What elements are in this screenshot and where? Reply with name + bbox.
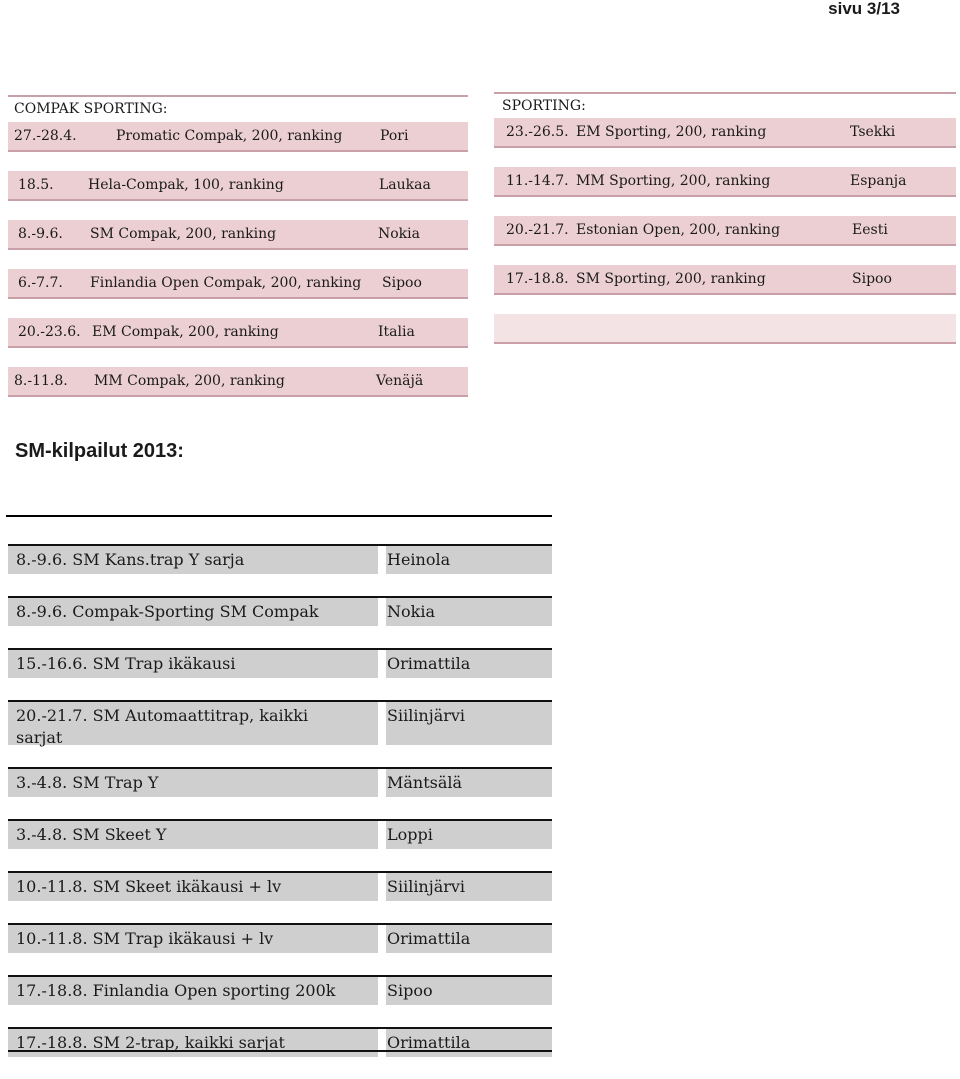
row-event: 3.-4.8. SM Skeet Y — [16, 825, 167, 844]
row-date: 18.5. — [18, 177, 54, 193]
row-event: 17.-18.8. Finlandia Open sporting 200k — [16, 981, 336, 1000]
table-row — [8, 819, 552, 849]
row-event: 15.-16.6. SM Trap ikäkausi — [16, 654, 236, 673]
row-place: Heinola — [387, 550, 451, 569]
row-event: SM Compak, 200, ranking — [90, 226, 277, 242]
sm-section-title: SM-kilpailut 2013: — [15, 440, 184, 462]
sporting-row — [494, 118, 956, 148]
table-row — [8, 767, 552, 797]
compak-sporting-section — [8, 95, 468, 397]
divider — [8, 1050, 552, 1052]
row-place: Sipoo — [387, 981, 433, 1000]
divider — [6, 515, 552, 517]
row-date: 27.-28.4. — [14, 128, 77, 144]
row-place: Loppi — [387, 825, 433, 844]
table-row — [8, 596, 552, 626]
row-event: SM Sporting, 200, ranking — [576, 271, 766, 287]
row-place: Siilinjärvi — [387, 706, 466, 725]
row-event: 17.-18.8. SM 2-trap, kaikki sarjat — [16, 1033, 285, 1052]
compak-row — [8, 318, 468, 348]
compak-section-title: COMPAK SPORTING: — [8, 95, 468, 117]
row-place: Mäntsälä — [387, 773, 463, 792]
row-event: EM Sporting, 200, ranking — [576, 124, 767, 140]
row-event: 8.-9.6. Compak-Sporting SM Compak — [16, 602, 319, 621]
row-place: Orimattila — [387, 1033, 471, 1052]
row-date: 20.-23.6. — [18, 324, 81, 340]
column-gap — [378, 546, 386, 574]
column-gap — [378, 925, 386, 953]
table-row — [8, 1027, 552, 1057]
sporting-row — [494, 265, 956, 295]
table-row — [8, 700, 552, 745]
row-place: Pori — [380, 128, 409, 144]
row-date: 11.-14.7. — [506, 173, 569, 189]
row-place: Nokia — [378, 226, 420, 242]
sporting-section-title: SPORTING: — [494, 92, 956, 114]
table-row — [8, 923, 552, 953]
row-date: 20.-21.7. — [506, 222, 569, 238]
table-row — [8, 975, 552, 1005]
row-date: 6.-7.7. — [18, 275, 63, 291]
table-row — [8, 871, 552, 901]
row-event: Finlandia Open Compak, 200, ranking — [90, 275, 362, 291]
row-place: Orimattila — [387, 654, 471, 673]
column-gap — [378, 650, 386, 678]
table-row — [8, 648, 552, 678]
page-number: sivu 3/13 — [828, 0, 900, 18]
row-place: Siilinjärvi — [387, 877, 466, 896]
row-event: MM Compak, 200, ranking — [94, 373, 285, 389]
row-place: Tsekki — [850, 124, 896, 140]
row-place: Espanja — [850, 173, 907, 189]
compak-row — [8, 220, 468, 250]
row-date: 8.-9.6. — [18, 226, 63, 242]
row-place: Nokia — [387, 602, 435, 621]
compak-row — [8, 171, 468, 201]
column-gap — [378, 977, 386, 1005]
sm-table — [8, 544, 552, 1079]
sporting-empty-row — [494, 314, 956, 344]
row-place: Orimattila — [387, 929, 471, 948]
row-place: Venäjä — [376, 373, 424, 389]
row-place: Eesti — [852, 222, 888, 238]
table-row — [8, 544, 552, 574]
row-event: Hela-Compak, 100, ranking — [88, 177, 284, 193]
sporting-row — [494, 216, 956, 246]
column-gap — [378, 702, 386, 745]
row-event: 8.-9.6. SM Kans.trap Y sarja — [16, 550, 245, 569]
row-event: 10.-11.8. SM Trap ikäkausi + lv — [16, 929, 274, 948]
compak-row — [8, 367, 468, 397]
sporting-section — [494, 92, 956, 344]
row-event: Estonian Open, 200, ranking — [576, 222, 781, 238]
column-gap — [378, 1029, 386, 1057]
row-event: Promatic Compak, 200, ranking — [116, 128, 343, 144]
column-gap — [378, 821, 386, 849]
row-place: Italia — [378, 324, 415, 340]
row-event: MM Sporting, 200, ranking — [576, 173, 771, 189]
column-gap — [378, 598, 386, 626]
row-event: 20.-21.7. SM Automaattitrap, kaikki sarjat — [16, 706, 309, 747]
row-event: 3.-4.8. SM Trap Y — [16, 773, 159, 792]
row-date: 8.-11.8. — [14, 373, 68, 389]
row-event: EM Compak, 200, ranking — [92, 324, 279, 340]
row-date: 23.-26.5. — [506, 124, 569, 140]
row-place: Laukaa — [379, 177, 431, 193]
row-event: 10.-11.8. SM Skeet ikäkausi + lv — [16, 877, 282, 896]
row-place: Sipoo — [382, 275, 422, 291]
column-gap — [378, 873, 386, 901]
compak-row — [8, 269, 468, 299]
sporting-row — [494, 167, 956, 197]
row-place: Sipoo — [852, 271, 892, 287]
row-date: 17.-18.8. — [506, 271, 569, 287]
compak-row — [8, 122, 468, 152]
column-gap — [378, 769, 386, 797]
